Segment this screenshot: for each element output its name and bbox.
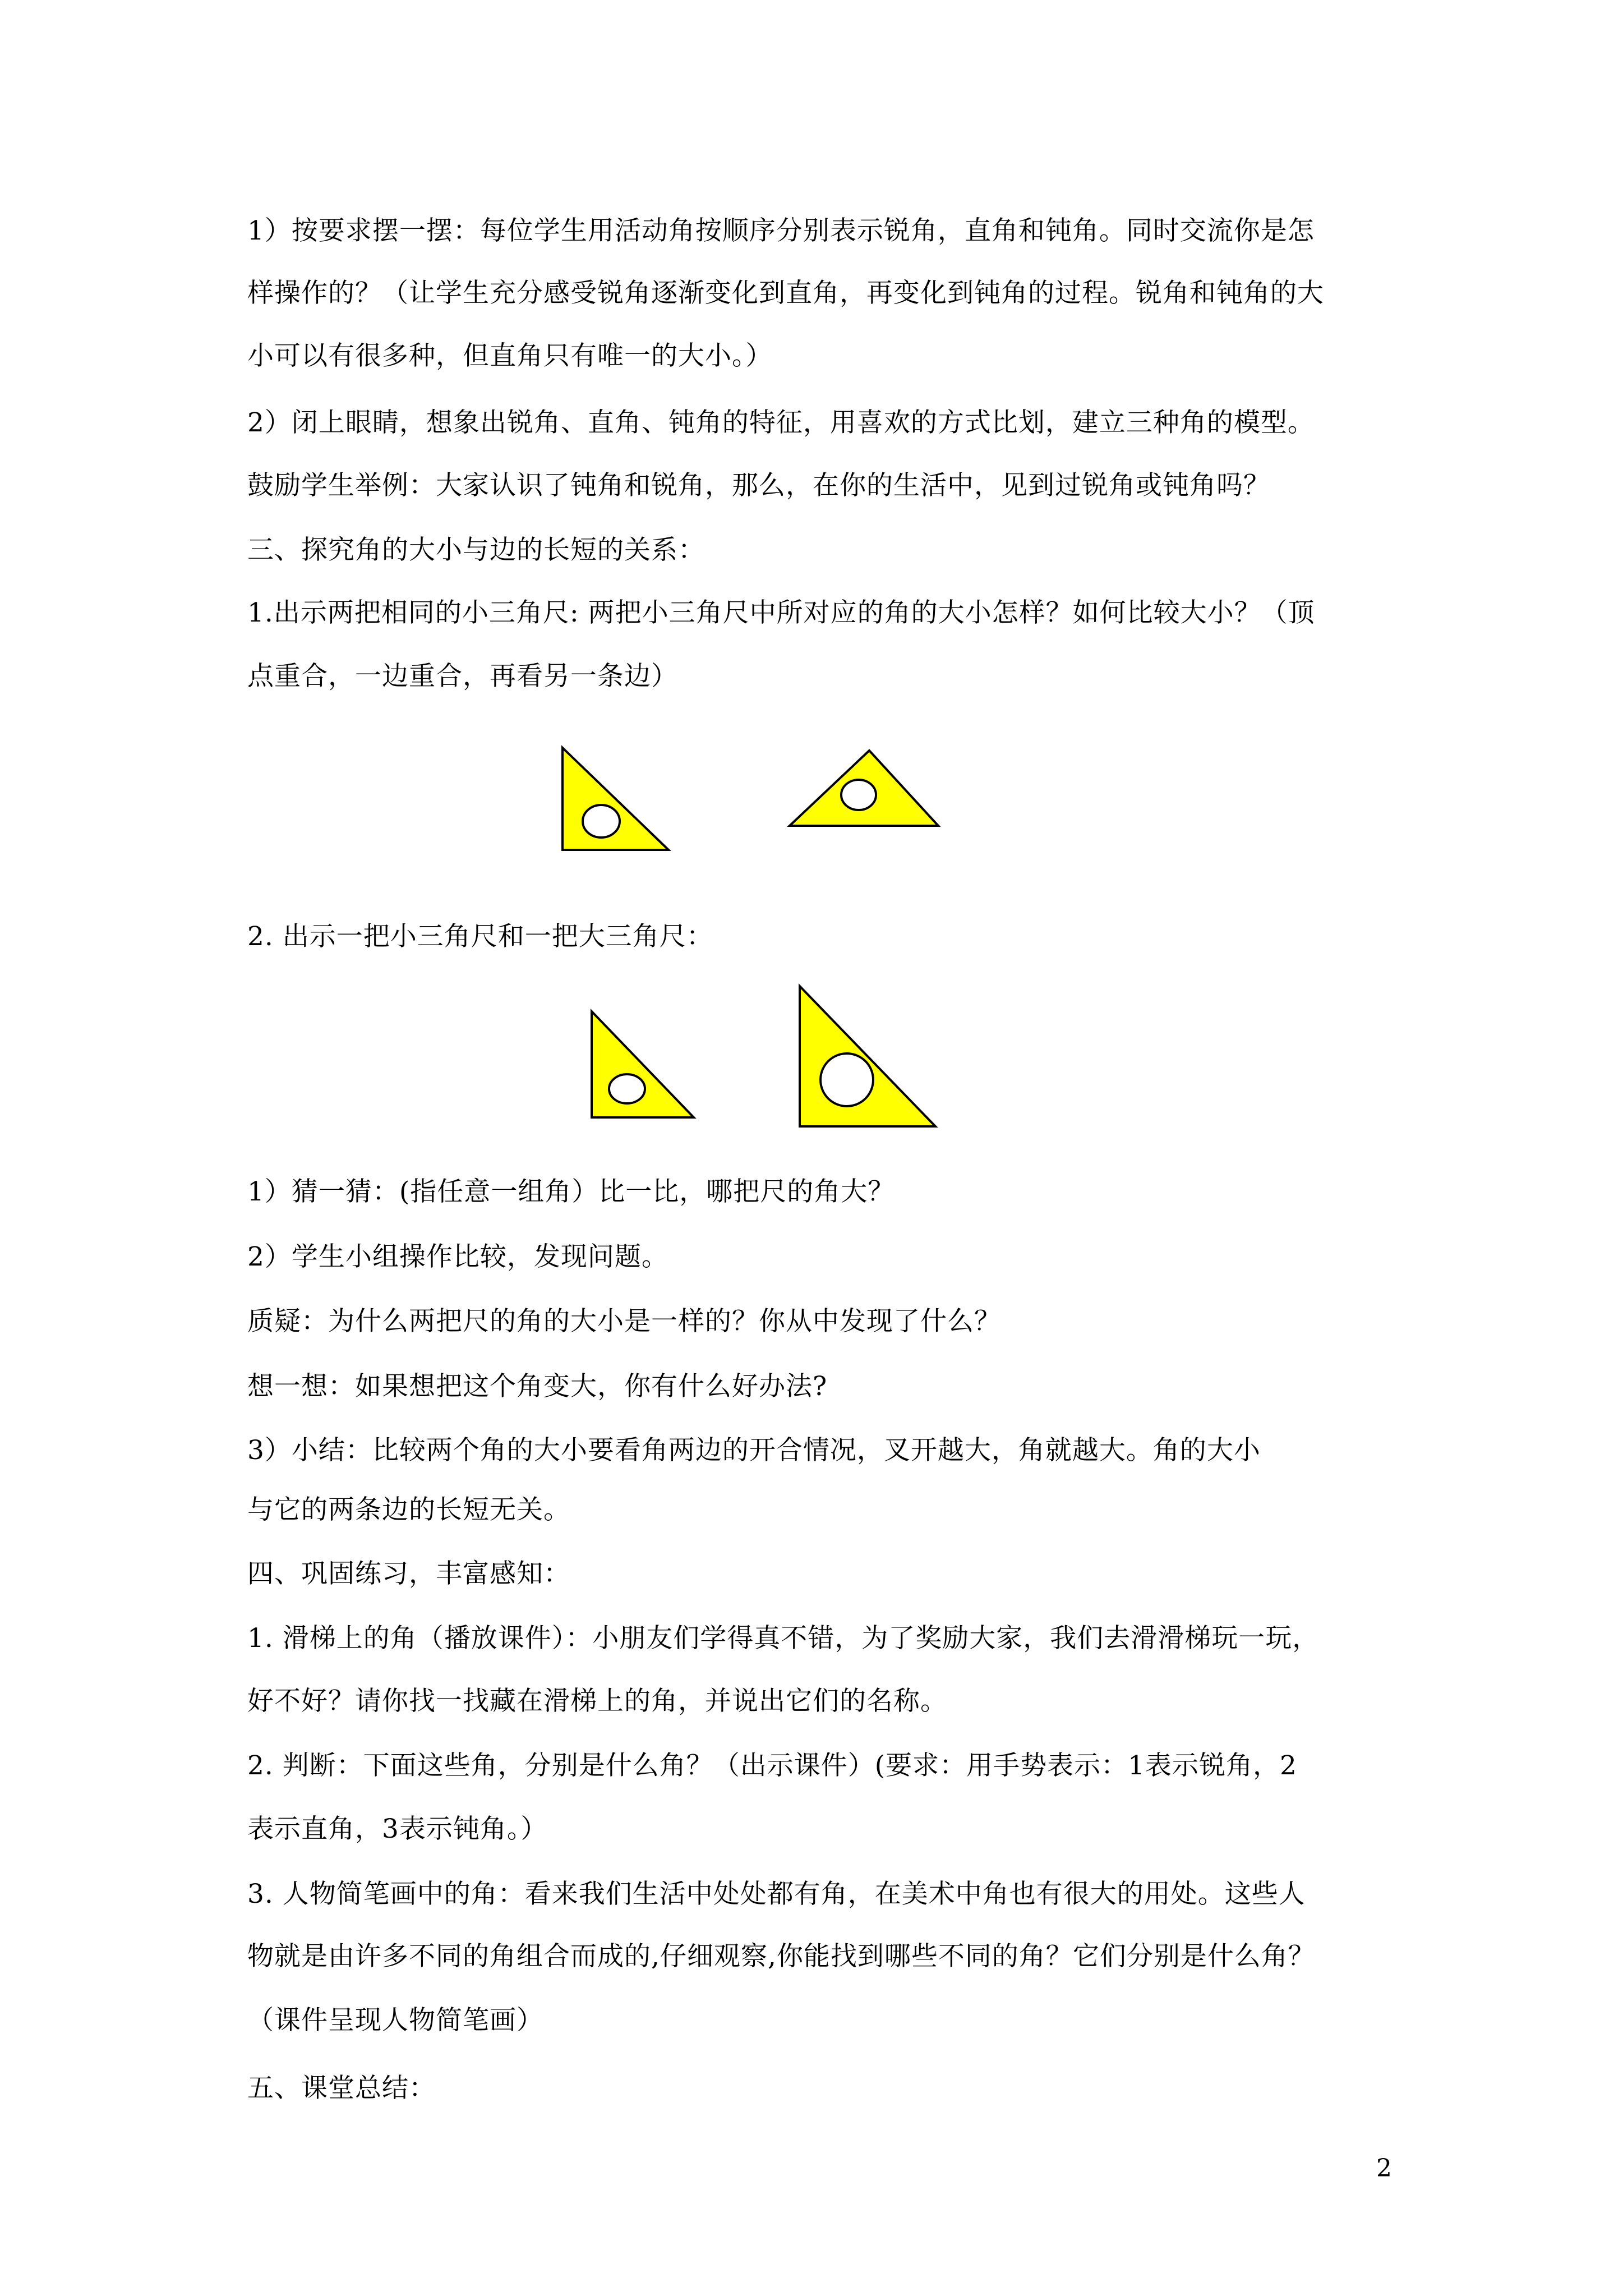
text-line: 物就是由许多不同的角组合而成的,仔细观察,你能找到哪些不同的角？它们分别是什么角？ bbox=[247, 1941, 1315, 1972]
section-heading: 三、探究角的大小与边的长短的关系： bbox=[247, 535, 705, 565]
text-line: 2. 出示一把小三角尺和一把大三角尺： bbox=[247, 921, 713, 952]
text-line: 2. 判断：下面这些角，分别是什么角？（出示课件）(要求：用手势表示：1表示锐角，2 bbox=[247, 1750, 1297, 1781]
text-line: 3. 人物简笔画中的角：看来我们生活中处处都有角，在美术中角也有很大的用处。这些人 bbox=[247, 1879, 1306, 1910]
page-number: 2 bbox=[1376, 2154, 1392, 2183]
section-heading: 五、课堂总结： bbox=[247, 2073, 436, 2104]
text-line: 2）学生小组操作比较，发现问题。 bbox=[247, 1241, 668, 1272]
big-set-square-triangle bbox=[800, 986, 935, 1126]
text-line: 1.出示两把相同的小三角尺: 两把小三角尺中所对应的角的大小怎样？如何比较大小？（顶 bbox=[247, 597, 1315, 628]
text-line: 与它的两条边的长短无关。 bbox=[247, 1494, 570, 1525]
text-line: 1. 滑梯上的角（播放课件）：小朋友们学得真不错，为了奖励大家，我们去滑滑梯玩一玩， bbox=[247, 1623, 1320, 1654]
set-square-hole bbox=[609, 1074, 645, 1103]
text-line: 鼓励学生举例：大家认识了钝角和锐角，那么，在你的生活中，见到过锐角或钝角吗？ bbox=[247, 470, 1270, 501]
text-line: 小可以有很多种，但直角只有唯一的大小。） bbox=[247, 341, 773, 371]
text-line: 3）小结：比较两个角的大小要看角两边的开合情况，叉开越大，角就越大。角的大小 bbox=[247, 1435, 1261, 1466]
text-line: 2）闭上眼睛，想象出锐角、直角、钝角的特征，用喜欢的方式比划，建立三种角的模型。 bbox=[247, 407, 1315, 438]
big-set-square-figure bbox=[792, 979, 944, 1135]
text-line: 好不好？请你找一找藏在滑梯上的角，并说出它们的名称。 bbox=[247, 1686, 947, 1717]
set-square-hole bbox=[820, 1053, 873, 1106]
set-square-hole bbox=[841, 780, 876, 810]
set-square-hole bbox=[583, 805, 620, 838]
rotated-small-set-square-figure bbox=[782, 743, 945, 833]
small-set-square-figure bbox=[555, 740, 690, 858]
text-line: （课件呈现人物简笔画） bbox=[247, 2005, 543, 2036]
section-heading: 四、巩固练习，丰富感知： bbox=[247, 1558, 570, 1589]
text-line: 1）猜一猜：(指任意一组角）比一比，哪把尺的角大？ bbox=[247, 1176, 895, 1207]
text-line: 点重合，一边重合，再看另一条边） bbox=[247, 661, 678, 692]
small-set-square-triangle bbox=[592, 1011, 694, 1117]
text-line: 质疑：为什么两把尺的角的大小是一样的？你从中发现了什么？ bbox=[247, 1306, 1001, 1337]
text-line: 1）按要求摆一摆：每位学生用活动角按顺序分别表示锐角，直角和钝角。同时交流你是怎 bbox=[247, 215, 1315, 246]
text-line: 样操作的？（让学生充分感受锐角逐渐变化到直角，再变化到钝角的过程。锐角和钝角的大 bbox=[247, 278, 1324, 309]
small-set-square-triangle bbox=[562, 748, 668, 850]
small-set-square-figure bbox=[584, 1004, 702, 1128]
text-line: 表示直角，3表示钝角。） bbox=[247, 1814, 548, 1844]
text-line: 想一想：如果想把这个角变大，你有什么好办法? bbox=[247, 1371, 828, 1402]
